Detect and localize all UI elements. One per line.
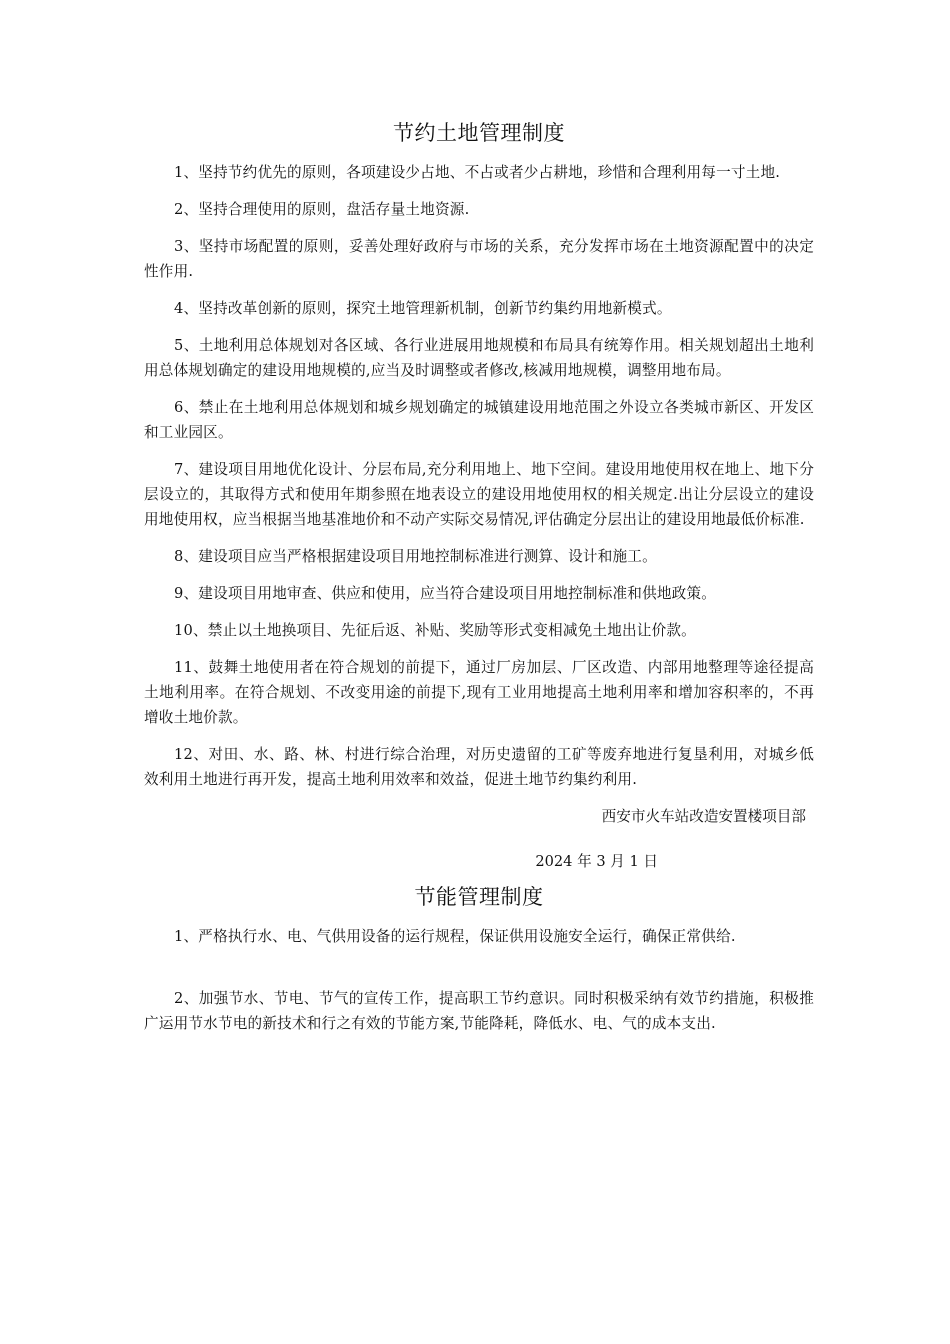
land-rule-9: 9、建设项目用地审查、供应和使用，应当符合建设项目用地控制标准和供地政策。 bbox=[174, 585, 717, 602]
document-body bbox=[144, 118, 814, 1048]
land-rule-4: 4、坚持改革创新的原则，探究土地管理新机制，创新节约集约用地新模式。 bbox=[174, 300, 672, 317]
land-rule-12: 12、对田、水、路、林、村进行综合治理，对历史遗留的工矿等废弃地进行复垦利用，对城乡低效利用土地进行再开发，提高土地利用效率和效益，促进土地节约集约利用. bbox=[144, 746, 814, 788]
land-rule-3: 3、坚持市场配置的原则，妥善处理好政府与市场的关系，充分发挥市场在土地资源配置中的决定性作用. bbox=[144, 238, 814, 280]
land-rule-5: 5、土地利用总体规划对各区域、各行业进展用地规模和布局具有统筹作用。相关规划超出土地利用总体规划确定的建设用地规模的,应当及时调整或者修改,核减用地规模，调整用地布局。 bbox=[144, 337, 814, 379]
land-rule-10: 10、禁止以土地换项目、先征后返、补贴、奖励等形式变相减免土地出让价款。 bbox=[174, 622, 696, 639]
land-rule-1: 1、坚持节约优先的原则，各项建设少占地、不占或者少占耕地，珍惜和合理利用每一寸土地. bbox=[174, 164, 781, 181]
energy-rule-1: 1、严格执行水、电、气供用设备的运行规程，保证供用设施安全运行，确保正常供给. bbox=[174, 928, 736, 945]
land-rule-11: 11、鼓舞土地使用者在符合规划的前提下，通过厂房加层、厂区改造、内部用地整理等途径提高土地利用率。在符合规划、不改变用途的前提下,现有工业用地提高土地利用率和增加容积率的，不再增收土地价款。 bbox=[144, 659, 814, 726]
land-rule-7: 7、建设项目用地优化设计、分层布局,充分利用地上、地下空间。建设用地使用权在地上、地下分层设立的，其取得方式和使用年期参照在地表设立的建设用地使用权的相关规定.出让分层设立的建设用地使用权，应当根据当地基准地价和不动产实际交易情况,评估确定分层出让的建设用地最低价标准. bbox=[144, 461, 814, 528]
signature-organization: 西安市火车站改造安置楼项目部 bbox=[601, 808, 806, 825]
land-rule-6: 6、禁止在土地利用总体规划和城乡规划确定的城镇建设用地范围之外设立各类城市新区、开发区和工业园区。 bbox=[144, 399, 814, 441]
signature-date: 2024 年 3 月 1 日 bbox=[535, 853, 658, 870]
land-rule-8: 8、建设项目应当严格根据建设项目用地控制标准进行测算、设计和施工。 bbox=[174, 548, 657, 565]
land-rule-2: 2、坚持合理使用的原则，盘活存量土地资源. bbox=[174, 201, 470, 218]
section-title-land-saving: 节约土地管理制度 bbox=[393, 121, 565, 145]
section-title-energy-saving: 节能管理制度 bbox=[414, 885, 544, 909]
energy-rule-2: 2、加强节水、节电、节气的宣传工作，提高职工节约意识。同时积极采纳有效节约措施，积极推广运用节水节电的新技术和行之有效的节能方案,节能降耗，降低水、电、气的成本支出. bbox=[144, 990, 814, 1032]
